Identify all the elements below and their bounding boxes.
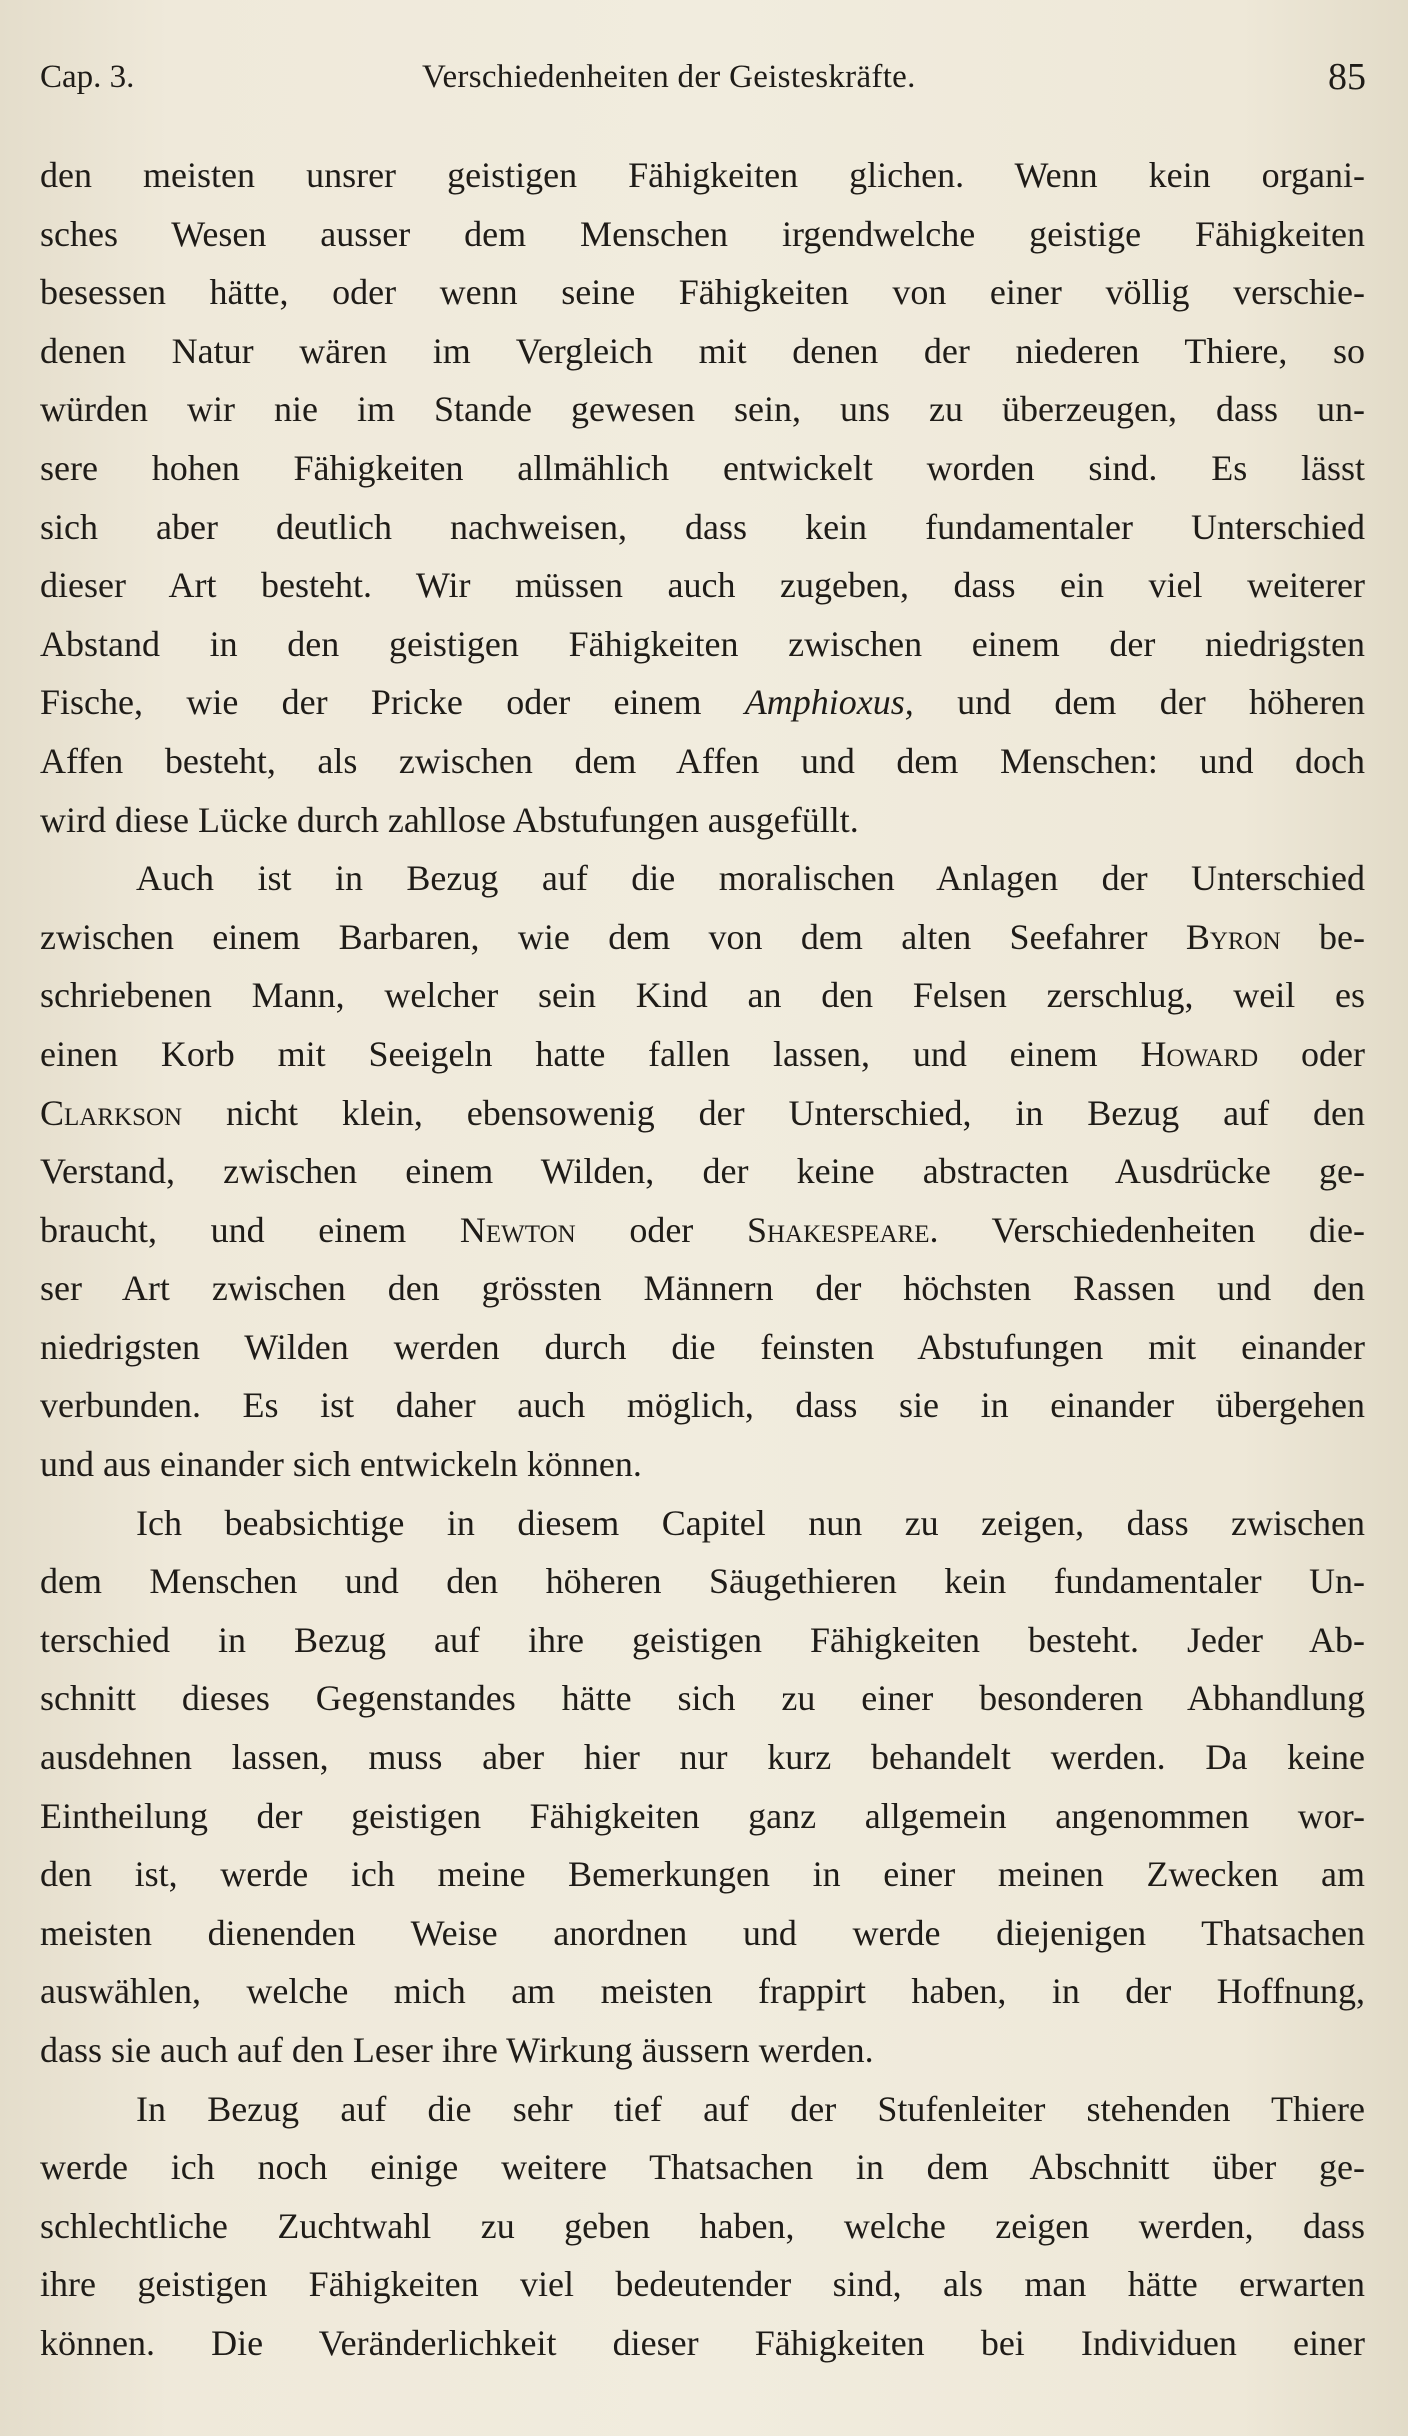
text-run: nicht klein, ebensowenig der Unterschied, in Bezug auf den xyxy=(182,1092,1365,1133)
text-run: oder xyxy=(1258,1033,1365,1074)
chapter-label: Cap. 3. xyxy=(40,59,135,95)
text-line: dem Menschen und den höheren Säugethieren kein fundamentaler Un- xyxy=(40,1561,1365,1602)
text-line: Abstand in den geistigen Fähigkeiten zwischen einem der niedrigsten xyxy=(40,623,1365,664)
text-line: In Bezug auf die sehr tief auf der Stufenleiter stehenden Thiere xyxy=(136,2088,1365,2129)
text-line: den ist, werde ich meine Bemerkungen in einer meinen Zwecken am xyxy=(40,1854,1365,1895)
text-line: Auch ist in Bezug auf die moralischen Anlagen der Unterschied xyxy=(136,858,1365,899)
text-line: den meisten unsrer geistigen Fähigkeiten glichen. Wenn kein organi- xyxy=(40,155,1365,195)
person-name: Shakespeare xyxy=(746,1209,930,1250)
text-line: würden wir nie im Stande gewesen sein, uns zu überzeugen, dass un- xyxy=(40,389,1365,430)
text-run: zwischen einem Barbaren, wie dem von dem alten Seefahrer xyxy=(40,916,1186,957)
text-line xyxy=(40,908,1365,967)
text-line: ser Art zwischen den grössten Männern der höchsten Rassen und den xyxy=(40,1268,1365,1309)
text-run: Fische, wie der Pricke oder einem xyxy=(40,682,745,723)
text-line: Eintheilung der geistigen Fähigkeiten ganz allgemein angenommen wor- xyxy=(40,1795,1365,1836)
text-line: sches Wesen ausser dem Menschen irgendwelche geistige Fähigkeiten xyxy=(40,213,1365,254)
text-line: Affen besteht, als zwischen dem Affen und dem Menschen: und doch xyxy=(40,740,1365,781)
text-line: verbunden. Es ist daher auch möglich, dass sie in einander übergehen xyxy=(40,1385,1365,1426)
text-line: ihre geistigen Fähigkeiten viel bedeutender sind, als man hätte erwarten xyxy=(40,2264,1365,2305)
text-line: dieser Art besteht. Wir müssen auch zugeben, dass ein viel weiterer xyxy=(40,565,1365,606)
text-line: sere hohen Fähigkeiten allmählich entwickelt worden sind. Es lässt xyxy=(40,447,1365,488)
body-text xyxy=(40,146,1365,2373)
text-line: werde ich noch einige weitere Thatsachen in dem Abschnitt über ge- xyxy=(40,2147,1365,2188)
text-line: wird diese Lücke durch zahllose Abstufungen ausgefüllt. xyxy=(40,799,859,840)
text-run: . Verschiedenheiten die- xyxy=(929,1209,1365,1250)
page-header xyxy=(40,52,1366,102)
text-line: meisten dienenden Weise anordnen und werde diejenigen Thatsachen xyxy=(40,1912,1365,1953)
italic-term: Amphioxus, xyxy=(744,682,914,723)
text-run: und dem der höheren xyxy=(913,682,1365,723)
text-line: und aus einander sich entwickeln können. xyxy=(40,1444,642,1485)
text-line: Ich beabsichtige in diesem Capitel nun zu zeigen, dass zwischen xyxy=(136,1502,1365,1543)
text-line: ausdehnen lassen, muss aber hier nur kurz behandelt werden. Da keine xyxy=(40,1737,1365,1778)
person-name: Howard xyxy=(1140,1033,1259,1074)
text-run: oder xyxy=(575,1209,747,1250)
text-line: denen Natur wären im Vergleich mit denen der niederen Thiere, so xyxy=(40,330,1365,371)
text-line xyxy=(40,1025,1365,1084)
text-line: schnitt dieses Gegenstandes hätte sich zu einer besonderen Abhandlung xyxy=(40,1678,1365,1719)
text-line: können. Die Veränderlichkeit dieser Fähigkeiten bei Individuen einer xyxy=(40,2322,1365,2363)
text-line: schlechtliche Zuchtwahl zu geben haben, welche zeigen werden, dass xyxy=(40,2205,1365,2246)
text-line xyxy=(40,1084,1365,1143)
text-line: auswählen, welche mich am meisten frappirt haben, in der Hoffnung, xyxy=(40,1971,1365,2012)
text-line: sich aber deutlich nachweisen, dass kein fundamentaler Unterschied xyxy=(40,506,1365,547)
text-line: schriebenen Mann, welcher sein Kind an den Felsen zerschlug, weil es xyxy=(40,975,1365,1016)
text-line: Verstand, zwischen einem Wilden, der keine abstracten Ausdrücke ge- xyxy=(40,1151,1365,1192)
text-run: einen Korb mit Seeigeln hatte fallen lassen, und einem xyxy=(40,1033,1141,1074)
text-run: braucht, und einem xyxy=(40,1209,460,1250)
page-number: 85 xyxy=(1328,56,1366,98)
text-run: be- xyxy=(1280,916,1365,957)
text-line: besessen hätte, oder wenn seine Fähigkeiten von einer völlig verschie- xyxy=(40,272,1365,313)
text-line: niedrigsten Wilden werden durch die feinsten Abstufungen mit einander xyxy=(40,1326,1365,1367)
text-line: terschied in Bezug auf ihre geistigen Fähigkeiten besteht. Jeder Ab- xyxy=(40,1619,1365,1660)
person-name: Clarkson xyxy=(40,1092,183,1133)
person-name: Newton xyxy=(459,1209,576,1250)
person-name: Byron xyxy=(1185,916,1281,957)
text-line xyxy=(40,673,1365,732)
text-line: dass sie auch auf den Leser ihre Wirkung äussern werden. xyxy=(40,2030,874,2070)
running-title: Verschiedenheiten der Geisteskräfte. xyxy=(422,59,916,95)
text-line xyxy=(40,1201,1365,1260)
